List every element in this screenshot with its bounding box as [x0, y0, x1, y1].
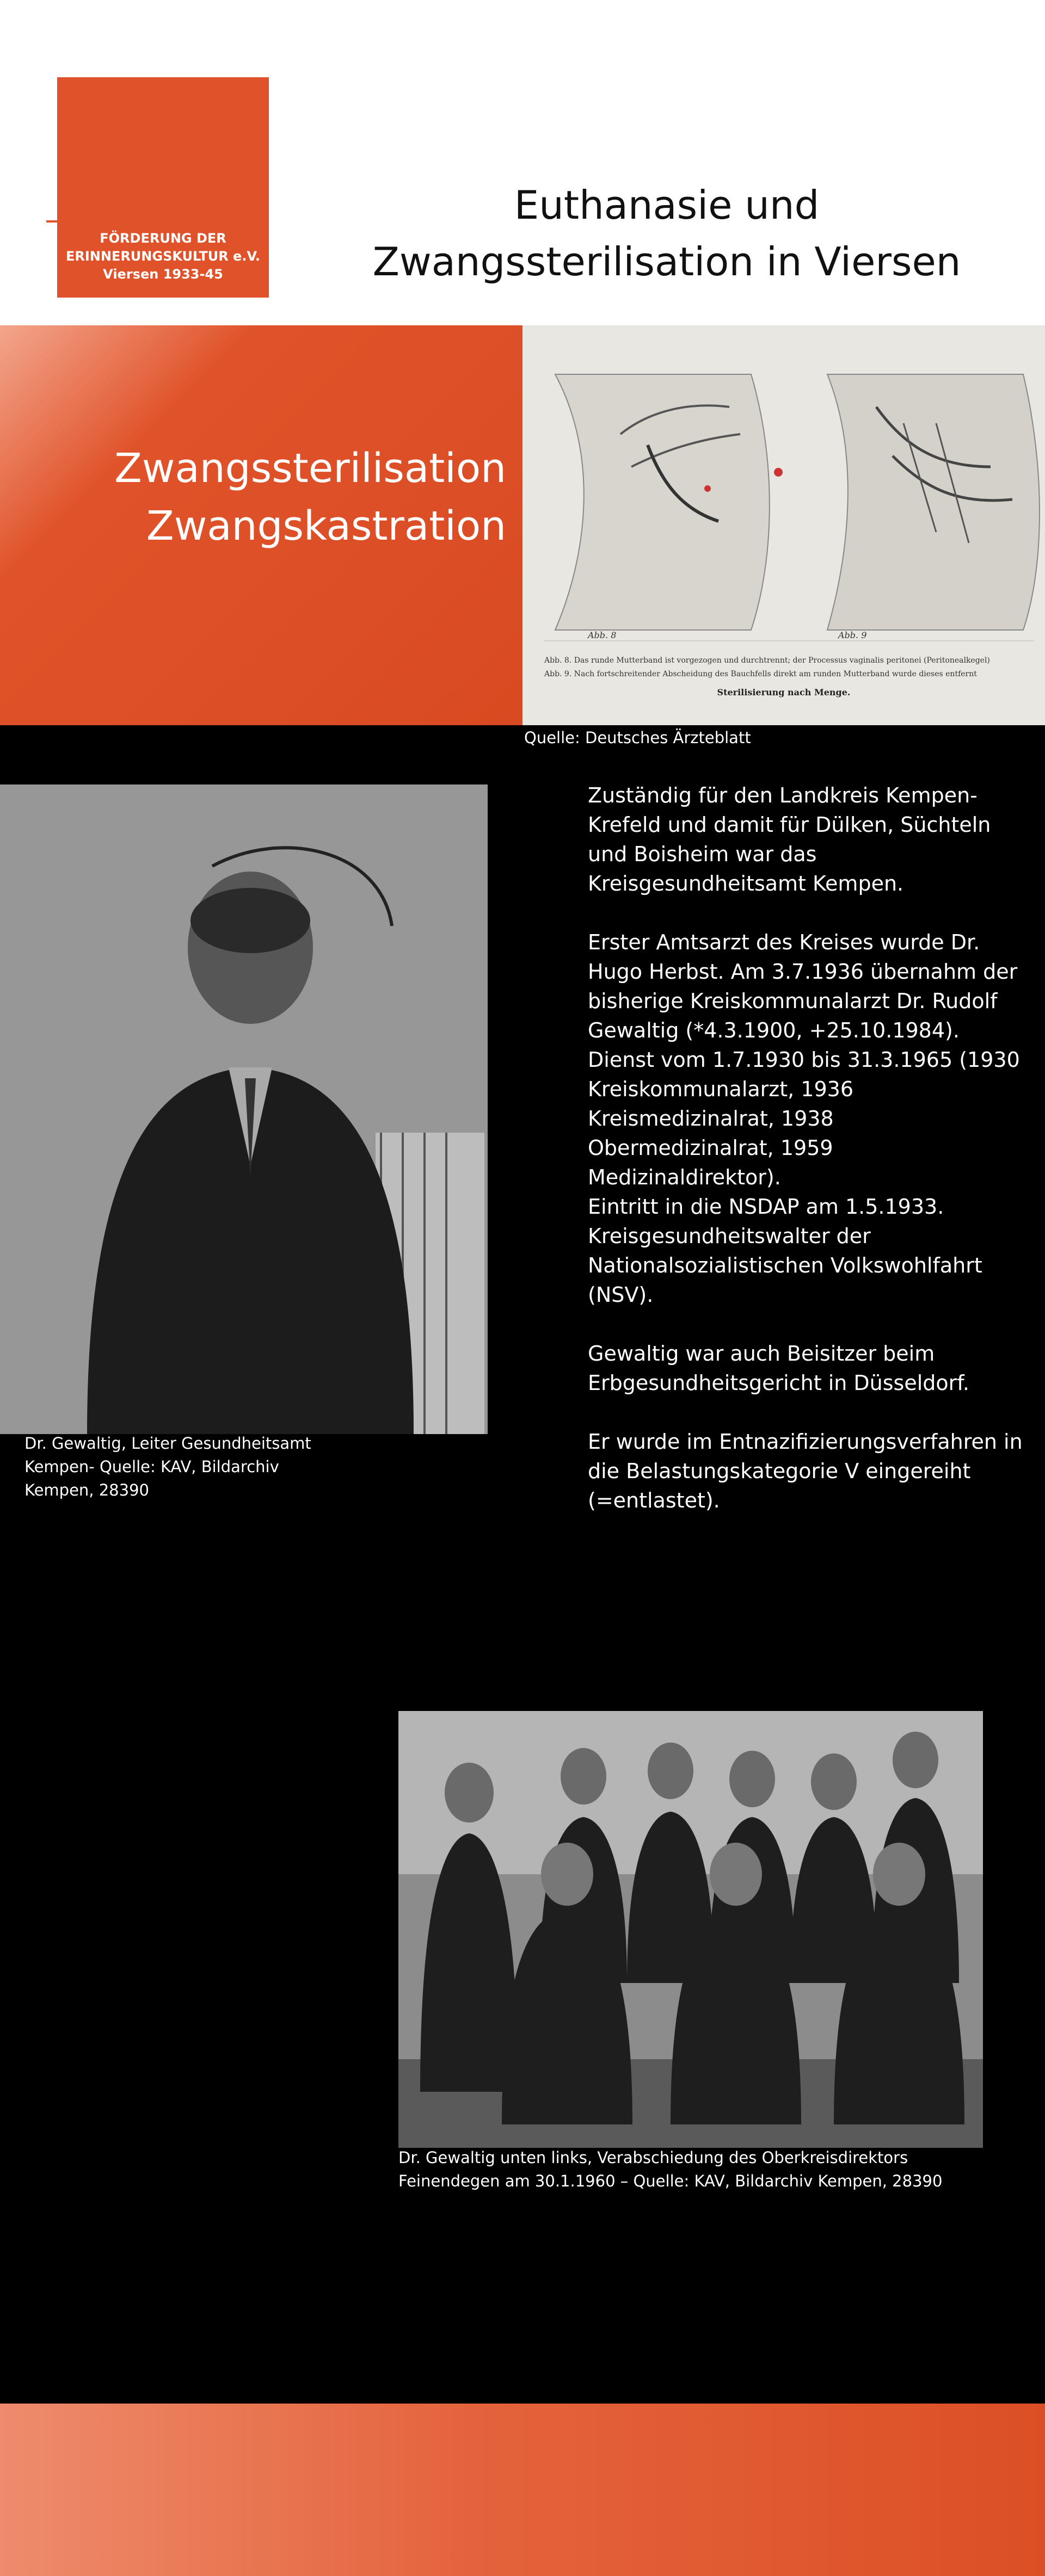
page-title: [332, 177, 1001, 290]
page-title-line-2: Zwangssterilisation in Viersen: [372, 239, 961, 285]
body-paragraph-2-nsdap: Eintritt in die NSDAP am 1.5.1933.: [588, 1195, 944, 1219]
diagram-illustration: [522, 325, 1045, 725]
logo-line-2: ERINNERUNGSKULTUR e.V.: [65, 249, 261, 264]
portrait-caption-line-1: Dr. Gewaltig, Leiter Gesundheitsamt: [24, 1434, 311, 1453]
portrait-illustration: [0, 784, 488, 1434]
logo-line-3: Viersen 1933-45: [103, 267, 223, 282]
anatomical-diagram-image: [522, 325, 1045, 725]
logo-underline: [46, 220, 166, 223]
hero-banner: [0, 325, 522, 725]
page-title-line-1: Euthanasie und: [514, 182, 820, 228]
logo-text: [57, 230, 269, 283]
group-caption-line-1: Dr. Gewaltig unten links, Verabschiedung des Oberkreisdirektors: [398, 2148, 908, 2167]
logo-line-1: FÖRDERUNG DER: [100, 231, 226, 246]
figure-label-right: Abb. 9: [838, 630, 867, 640]
body-text: [588, 781, 1023, 1545]
group-caption-line-2: Feinendegen am 30.1.1960 – Quelle: KAV, Bildarchiv Kempen, 28390: [398, 2172, 943, 2190]
hero-title: [114, 440, 506, 555]
diagram-caption-title: Sterilisierung nach Menge.: [717, 687, 851, 697]
logo: [57, 77, 269, 298]
group-photo-caption: [398, 2146, 942, 2193]
group-photo-illustration: [398, 1711, 983, 2148]
diagram-caption-line-2: Abb. 9. Nach fortschreitender Abscheidung des Bauchfells direkt am runden Mutterband wurde dieses entfernt: [544, 670, 977, 678]
hero-title-line-1: Zwangssterilisation: [114, 445, 506, 492]
figure-label-left: Abb. 8: [588, 630, 617, 640]
body-paragraph-2: [588, 928, 1023, 1309]
hero-title-line-2: Zwangskastration: [146, 503, 506, 549]
group-photo: [398, 1711, 983, 2148]
body-paragraph-2-text: Erster Amtsarzt des Kreises wurde Dr. Hugo Herbst. Am 3.7.1936 übernahm der bisherige Kreiskommunalarzt Dr. Rudolf Gewaltig (*4.3.1900, +25.10.1984). Dienst vom 1.7.1930 bis 31.3.1965 (1930 Kreiskommunalarzt, 1936 Kreismedizinalrat, 1938 Obermedizinalrat, 1959 Medizinaldirektor).: [588, 930, 1020, 1189]
footer-band: [0, 2404, 1045, 2576]
body-paragraph-3: Gewaltig war auch Beisitzer beim Erbgesundheitsgericht in Düsseldorf.: [588, 1342, 969, 1395]
portrait-caption-line-2: Kempen- Quelle: KAV, Bildarchiv: [24, 1457, 279, 1476]
header: [0, 0, 1045, 325]
diagram-caption-line-1: Abb. 8. Das runde Mutterband ist vorgezogen und durchtrennt; der Processus vaginalis peritonei (Peritonealkegel): [544, 656, 990, 665]
body-paragraph-2-nsv: Kreisgesundheitswalter der Nationalsozialistischen Volkswohlfahrt (NSV).: [588, 1224, 982, 1307]
portrait-caption: [24, 1432, 311, 1502]
body-paragraph-1: Zuständig für den Landkreis Kempen-Krefeld und damit für Dülken, Süchteln und Boisheim war das Kreisgesundheitsamt Kempen.: [588, 783, 991, 895]
portrait-caption-line-3: Kempen, 28390: [24, 1481, 149, 1499]
diagram-source-caption: Quelle: Deutsches Ärzteblatt: [524, 728, 751, 747]
portrait-photo: [0, 784, 488, 1434]
body-paragraph-4: Er wurde im Entnazifizierungsverfahren in die Belastungskategorie V eingereiht (=entlastet).: [588, 1430, 1023, 1512]
